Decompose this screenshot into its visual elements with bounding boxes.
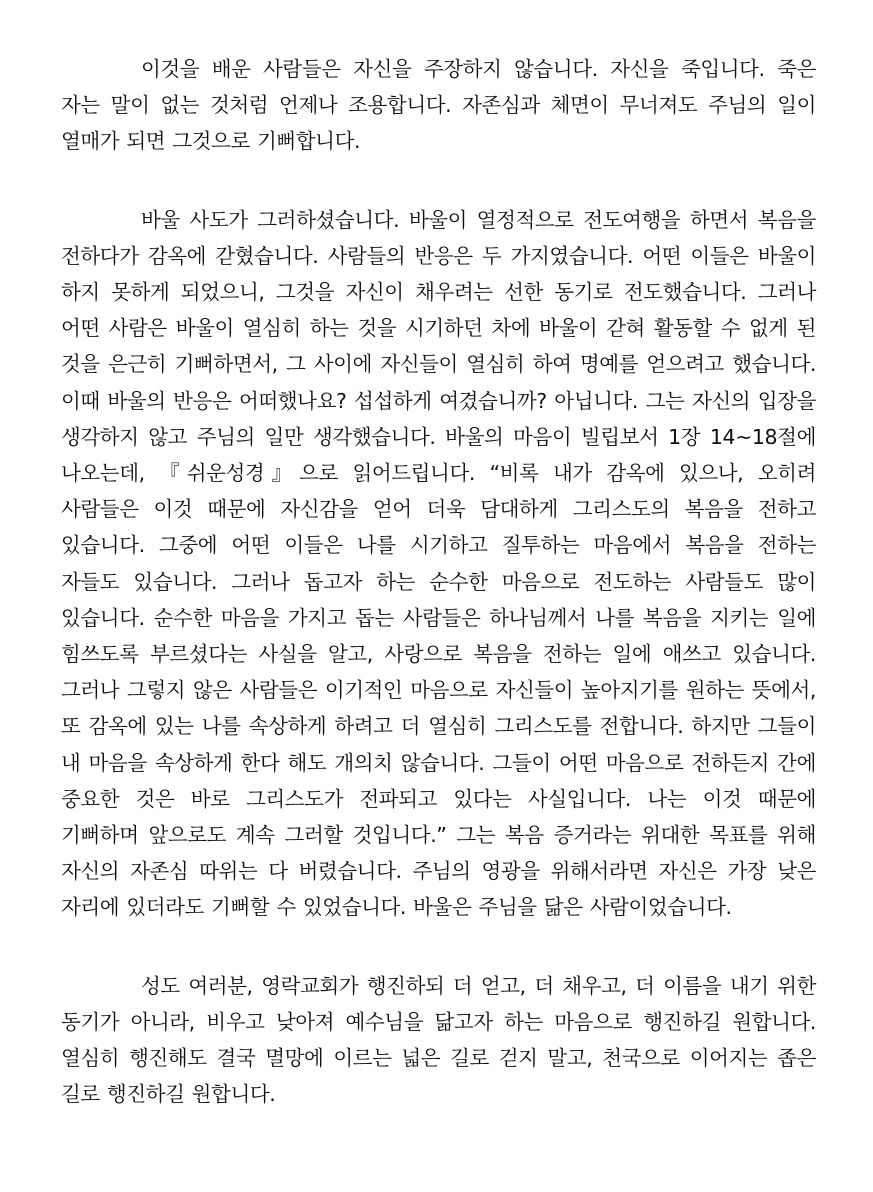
document-page — [61, 51, 816, 1112]
paragraph-3: 성도 여러분, 영락교회가 행진하되 더 얻고, 더 채우고, 더 이름을 내기 위한 동기가 아니라, 비우고 낮아져 예수님을 닮고자 하는 마음으로 행진하길 원합니다. 열심히 행진해도 결국 멸망에 이르는 넓은 길로 걷지 말고, 천국으로 이어지는 좁은 길로 행진하길 원합니다. — [61, 973, 816, 1107]
paragraph-1: 이것을 배운 사람들은 자신을 주장하지 않습니다. 자신을 죽입니다. 죽은 자는 말이 없는 것처럼 언제나 조용합니다. 자존심과 체면이 무너져도 주님의 일이 열매가 되면 그것으로 기뻐합니다. — [61, 57, 816, 154]
paragraph-2: 바울 사도가 그러하셨습니다. 바울이 열정적으로 전도여행을 하면서 복음을 전하다가 감옥에 갇혔습니다. 사람들의 반응은 두 가지였습니다. 어떤 이들은 바울이 하지 못하게 되었으니, 그것을 자신이 채우려는 선한 동기로 전도했습니다. 그러나 어떤 사람은 바울이 열심히 하는 것을 시기하던 차에 바울이 갇혀 활동할 수 없게 된 것을 은근히 기뻐하면서, 그 사이에 자신들이 열심히 하여 명예를 얻으려고 했습니다. 이때 바울의 반응은 어떠했나요? 섭섭하게 여겼습니까? 아닙니다. 그는 자신의 입장을 생각하지 않고 주님의 일만 생각했습니다. 바울의 마음이 빌립보서 1장 14~18절에 나오는데, 『쉬운성경』으로 읽어드립니다. “비록 내가 감옥에 있으나, 오히려 사람들은 이것 때문에 자신감을 얻어 더욱 담대하게 그리스도의 복음을 전하고 있습니다. 그중에 어떤 이들은 나를 시기하고 질투하는 마음에서 복음을 전하는 자들도 있습니다. 그러나 돕고자 하는 순수한 마음으로 전도하는 사람들도 많이 있습니다. 순수한 마음을 가지고 돕는 사람들은 하나님께서 나를 복음을 지키는 일에 힘쓰도록 부르셨다는 사실을 알고, 사랑으로 복음을 전하는 일에 애쓰고 있습니다. 그러나 그렇지 않은 사람들은 이기적인 마음으로 자신들이 높아지기를 원하는 뜻에서, 또 감옥에 있는 나를 속상하게 하려고 더 열심히 그리스도를 전합니다. 하지만 그들이 내 마음을 속상하게 한다 해도 개의치 않습니다. 그들이 어떤 마음으로 전하든지 간에 중요한 것은 바로 그리스도가 전파되고 있다는 사실입니다. 나는 이것 때문에 기뻐하며 앞으로도 계속 그러할 것입니다.” 그는 복음 증거라는 위대한 목표를 위해 자신의 자존심 따위는 다 버렸습니다. 주님의 영광을 위해서라면 자신은 가장 낮은 자리에 있더라도 기뻐할 수 있었습니다. 바울은 주님을 닮은 사람이었습니다. — [61, 207, 816, 920]
